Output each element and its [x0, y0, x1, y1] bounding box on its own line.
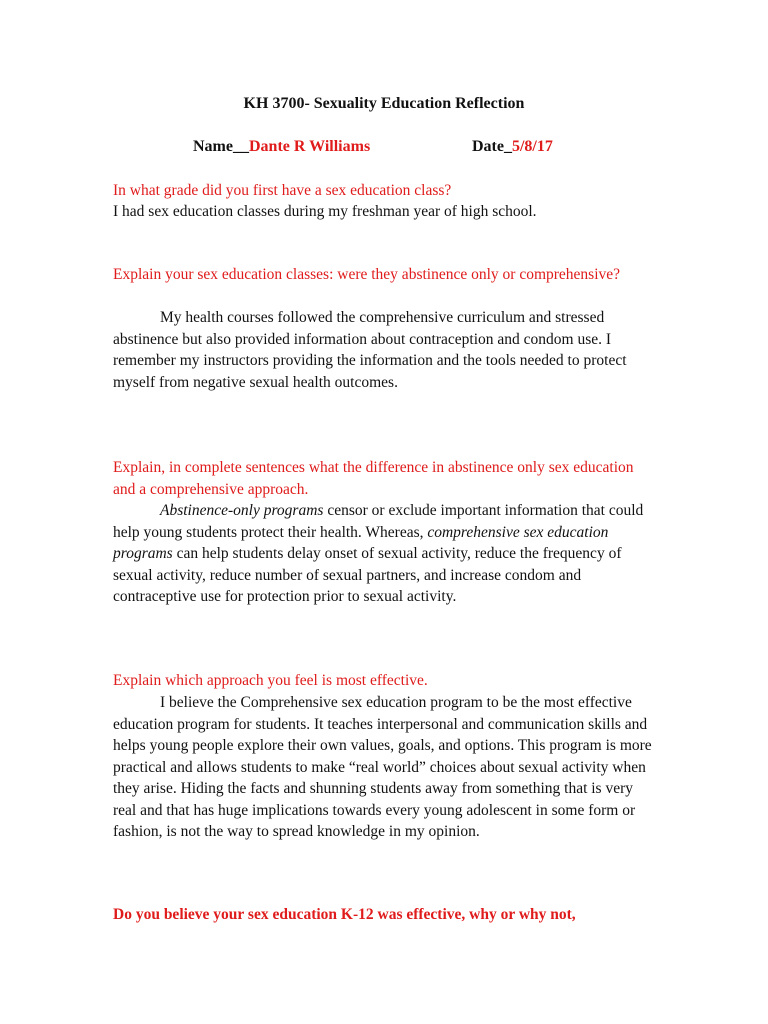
answer-3-italic-2: comprehensive sex education programs — [113, 523, 609, 562]
answer-1: I had sex education classes during my freshman year of high school. — [113, 203, 537, 220]
question-2: Explain your sex education classes: were they abstinence only or comprehensive? — [113, 266, 621, 283]
question-5: Do you believe your sex education K-12 was effective, why or why not, — [113, 906, 576, 923]
answer-2 — [113, 307, 653, 393]
name-label: Name__ — [193, 138, 249, 155]
answer-2-text: My health courses followed the comprehensive curriculum and stressed abstinence but also provided information about contraception and condom use. I remember my instructors providing the information and the tools needed to protect myself from negative sexual health outcomes. — [113, 309, 627, 391]
answer-3-text-1: censor or exclude important information that could help young students protect their health. Whereas, — [113, 502, 644, 541]
date-value: 5/8/17 — [511, 138, 553, 155]
answer-3-italic-1: Abstinence-only programs — [160, 502, 324, 519]
question-4: Explain which approach you feel is most effective. — [113, 672, 428, 689]
document-title: KH 3700- Sexuality Education Reflection — [243, 95, 525, 112]
question-3: Explain, in complete sentences what the difference in abstinence only sex education and a comprehensive approach. — [113, 459, 634, 498]
answer-4-text: I believe the Comprehensive sex education program to be the most effective education program for students. It teaches interpersonal and communication skills and helps young people explore their own values, goals, and options. This program is more practical and allows students to make “real world” choices about sexual activity when they arise. Hiding the facts and shunning students away from something that is very real and that has huge implications towards every young adolescent in some form or fashion, is not the way to spread knowledge in my opinion. — [113, 694, 652, 840]
question-1: In what grade did you first have a sex education class? — [113, 182, 452, 199]
date-label: Date_ — [472, 138, 512, 155]
name-date-row — [0, 138, 768, 160]
answer-4 — [113, 692, 653, 843]
answer-3-text-2: can help students delay onset of sexual activity, reduce the frequency of sexual activity, reduce number of sexual partners, and increase condom and contraceptive use for protection prior to sexual activity. — [113, 545, 622, 605]
date-field — [472, 138, 553, 156]
name-value: Dante R Williams — [248, 138, 371, 155]
name-field — [193, 138, 370, 156]
answer-3 — [113, 500, 653, 608]
